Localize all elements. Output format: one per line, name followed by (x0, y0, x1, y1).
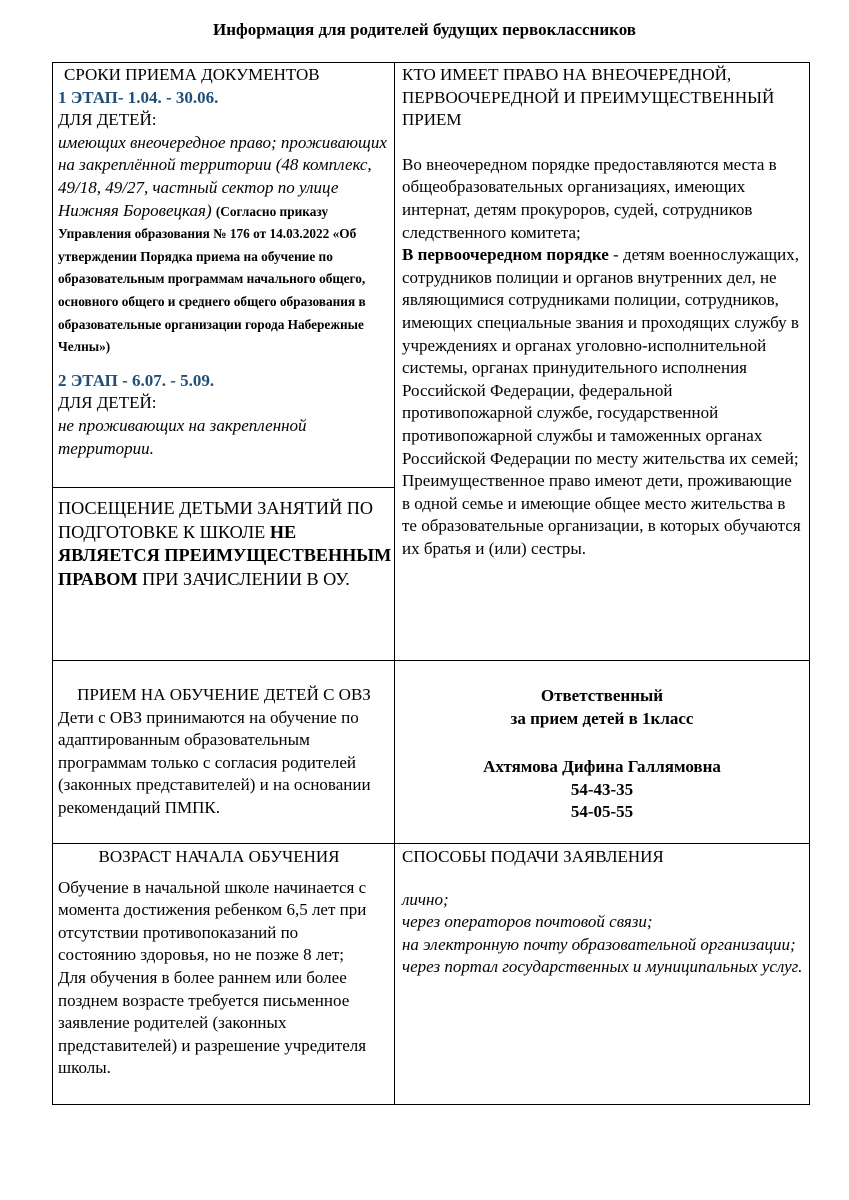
age-heading: ВОЗРАСТ НАЧАЛА ОБУЧЕНИЯ (98, 847, 340, 866)
preparation-cell (58, 497, 392, 591)
priority-heading: КТО ИМЕЕТ ПРАВО НА ВНЕОЧЕРЕДНОЙ, ПЕРВООЧЕРЕДНОЙ И ПРЕИМУЩЕСТВЕННЫЙ ПРИЕМ (402, 65, 775, 130)
responsible-heading-1: Ответственный (540, 686, 664, 705)
responsible-heading-2: за прием детей в 1класс (510, 708, 694, 728)
preparation-bold: НЕ ЯВЛЯЕТСЯ ПРЕИМУЩЕСТВЕННЫМ ПРАВОМ (58, 521, 392, 589)
stage1-for-children: ДЛЯ ДЕТЕЙ: (58, 110, 157, 130)
ovz-heading: ПРИЕМ НА ОБУЧЕНИЕ ДЕТЕЙ С ОВЗ (77, 685, 371, 704)
age-text-1: Обучение в начальной школе начинается с момента достижения ребенком 6,5 лет при отсутствии противопоказаний по состоянию здоровья, но не позже 8 лет; (58, 877, 367, 965)
row-divider-3 (52, 843, 810, 844)
responsible-name: Ахтямова Дифина Галлямовна (483, 757, 721, 777)
deadlines-cell (58, 64, 392, 460)
priority-cell (402, 64, 804, 560)
responsible-phone-1: 54-43-35 (570, 779, 634, 799)
ovz-cell (58, 684, 390, 820)
row-divider-left-1 (52, 487, 394, 488)
stage1-dates: 1 ЭТАП- 1.04. - 30.06. (58, 87, 219, 107)
priority-p2 (402, 244, 804, 470)
preparation-text-1: ПОСЕЩЕНИЕ ДЕТЬМИ ЗАНЯТИЙ ПО ПОДГОТОВКЕ К ШКОЛЕ (58, 498, 374, 542)
method-item: через портал государственных и муниципальных услуг. (402, 957, 803, 977)
column-divider (394, 62, 395, 1104)
age-cell (58, 846, 380, 1080)
methods-cell (402, 846, 804, 979)
method-item: лично; (402, 889, 449, 909)
responsible-cell (396, 685, 808, 824)
preparation-text-2: ПРИ ЗАЧИСЛЕНИИ В ОУ. (137, 568, 350, 589)
method-item: на электронную почту образовательной организации; (402, 934, 796, 954)
stage2-text: не проживающих на закрепленной территории. (58, 415, 307, 458)
order-note: (Согласно приказу Управления образования № 176 от 14.03.2022 «Об утверждении Порядка приема на обучение по образовательным программам начального общего, основного общего и среднего общего образования в образовательные организации города Набережные Челны») (58, 203, 366, 355)
method-item: через операторов почтовой связи; (402, 912, 653, 932)
page-title: Информация для родителей будущих первоклассников (213, 20, 636, 39)
deadlines-heading: СРОКИ ПРИЕМА ДОКУМЕНТОВ (64, 65, 320, 84)
responsible-phone-2: 54-05-55 (570, 802, 634, 822)
stage2-for-children: ДЛЯ ДЕТЕЙ: (58, 393, 157, 413)
stage1-text: имеющих внеочередное право; проживающих на закреплённой территории (48 комплекс, 49/18, 49/27, частный сектор по улице Нижняя Боровецкая) (58, 132, 387, 220)
priority-p1: Во внеочередном порядке предоставляются места в общеобразовательных организациях, имеющих интернат, детям прокуроров, судей, сотрудников следственного комитета; (402, 154, 777, 242)
methods-heading: СПОСОБЫ ПОДАЧИ ЗАЯВЛЕНИЯ (402, 847, 664, 866)
stage2-dates: 2 ЭТАП - 6.07. - 5.09. (58, 370, 215, 390)
ovz-text: Дети с ОВЗ принимаются на обучение по адаптированным образовательным программам только с согласия родителей (законных представителей) и на основании рекомендаций ПМПК. (58, 707, 371, 817)
age-text-2: Для обучения в более раннем или более позднем возрасте требуется письменное заявление родителей (законных представителей) и разрешение учредителя школы. (58, 967, 367, 1078)
priority-p2-text: - детям военнослужащих, сотрудников полиции и органов внутренних дел, не являющимися сотрудниками полиции, сотрудников, имеющих специальные звания и проходящих службу в учреждениях и органах уголовно-исполнительной системы, органах принудительного исполнения Российской Федерации, федеральной противопожарной службе, государственной противопожарной службы и таможенных органах Российской Федерации по месту жительства их семей; (402, 245, 799, 468)
priority-p3: Преимущественное право имеют дети, проживающие в одной семье и имеющие общее место жительства в те образовательные организации, в которых обучаются их братья и (или) сестры. (402, 471, 801, 558)
priority-p2-bold: В первоочередном порядке (402, 245, 609, 265)
row-divider-2 (52, 660, 810, 661)
